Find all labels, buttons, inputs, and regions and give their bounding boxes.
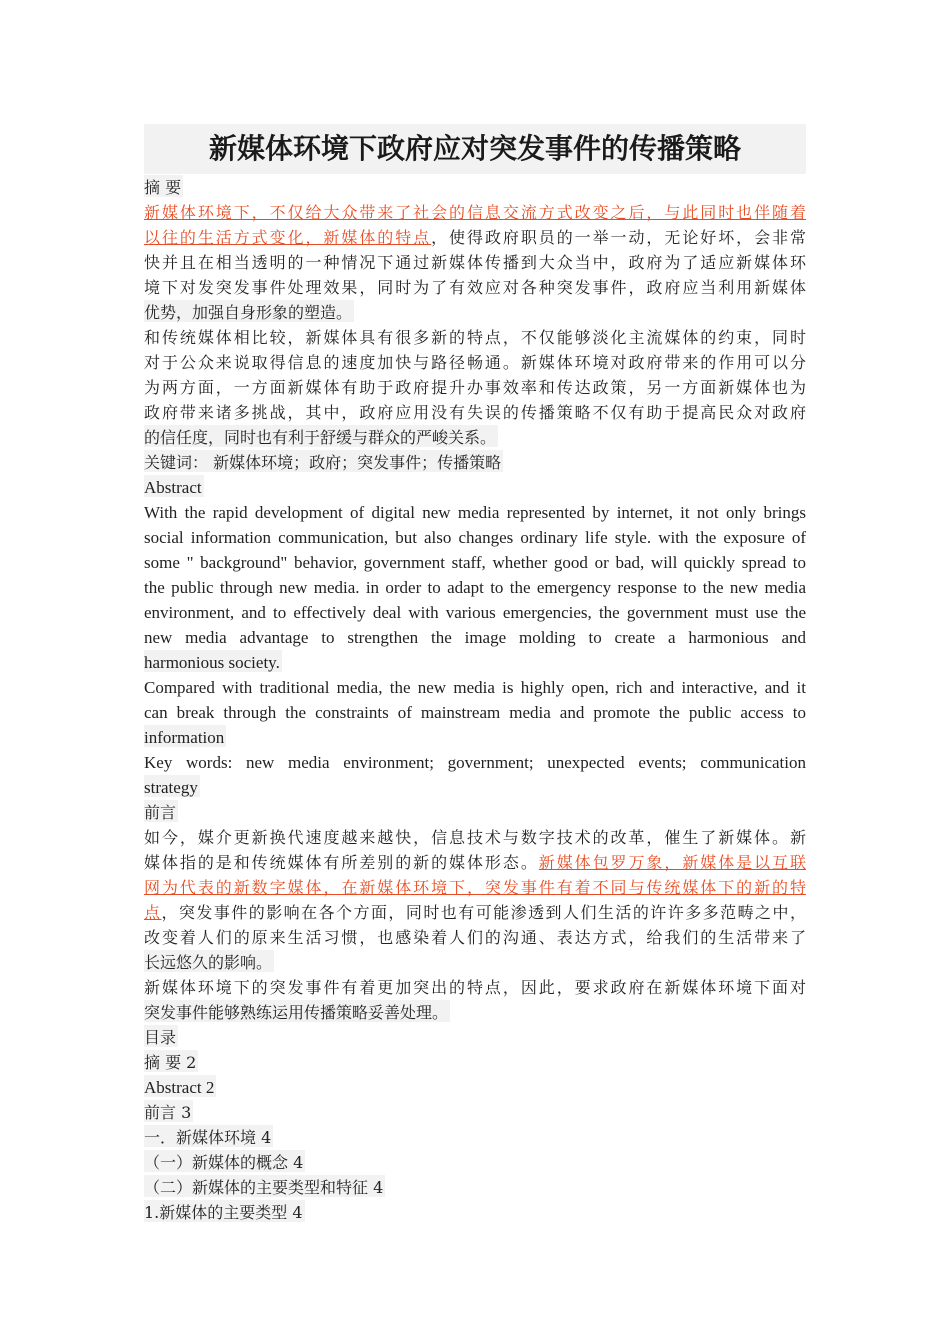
toc-entry[interactable]: Abstract 2 <box>144 1075 806 1100</box>
abstract-cn-p1-line: 境下对发突发事件处理效果，同时为了有效应对各种突发事件，政府应当利用新媒体 <box>144 278 806 297</box>
abstract-cn-p2-line: 的信任度，同时也有利于舒缓与群众的严峻关系。 <box>144 425 806 450</box>
preface-p1-line <box>144 875 806 900</box>
abstract-en-heading: Abstract <box>144 475 806 500</box>
abstract-en-p2-line: Compared with traditional media, the new media is highly open, rich and interactive, and it <box>144 678 806 697</box>
abstract-en-p1-line: social information communication, but also changes ordinary life style. with the exposure of <box>144 528 806 547</box>
abstract-en-p1-line: With the rapid development of digital new media represented by internet, it not only brings <box>144 503 806 522</box>
abstract-cn-p2-line: 对于公众来说取得信息的速度加快与路径畅通。新媒体环境对政府带来的作用可以分 <box>144 353 806 372</box>
abstract-en-p1-line: the public through new media. in order to adapt to the emergency response to the new media <box>144 578 806 597</box>
preface-p1-line: 点，突发事件的影响在各个方面，同时也有可能渗透到人们生活的许许多多范畴之中， <box>144 903 806 922</box>
toc-entry[interactable]: （二）新媒体的主要类型和特征 4 <box>144 1175 806 1200</box>
document-title: 新媒体环境下政府应对突发事件的传播策略 <box>144 124 806 174</box>
abstract-cn-p1-line: 以往的生活方式变化，新媒体的特点，使得政府职员的一举一动，无论好坏，会非常 <box>144 228 806 247</box>
abstract-cn-p1-line <box>144 200 806 225</box>
abstract-heading: 摘 要 <box>144 175 806 200</box>
abstract-en-p2-line: can break through the constraints of mainstream media and promote the public access to <box>144 703 806 722</box>
abstract-cn-p2-line: 为两方面，一方面新媒体有助于政府提升办事效率和传达政策，另一方面新媒体也为 <box>144 378 806 397</box>
toc-entry[interactable]: 摘 要 2 <box>144 1050 806 1075</box>
red-underlined-text: 网为代表的新数字媒体，在新媒体环境下，突发事件有着不同与传统媒体下的新的特 <box>144 878 806 897</box>
preface-p1-line: 媒体指的是和传统媒体有所差别的新的媒体形态。新媒体包罗万象，新媒体是以互联 <box>144 853 806 872</box>
abstract-en-p1-line: environment, and to effectively deal with various emergencies, the government must use the <box>144 603 806 622</box>
red-underlined-text: 以往的生活方式变化，新媒体的特点 <box>144 228 432 247</box>
preface-p2-line: 新媒体环境下的突发事件有着更加突出的特点，因此，要求政府在新媒体环境下面对 <box>144 978 806 997</box>
abstract-en-p1-line: harmonious society. <box>144 650 806 675</box>
keywords-cn: 关键词： 新媒体环境；政府；突发事件；传播策略 <box>144 450 806 475</box>
toc-entry[interactable]: 一．新媒体环境 4 <box>144 1125 806 1150</box>
preface-p1-line: 如今，媒介更新换代速度越来越快，信息技术与数字技术的改革，催生了新媒体。新 <box>144 828 806 847</box>
toc-heading: 目录 <box>144 1025 806 1050</box>
preface-p1-line: 长远悠久的影响。 <box>144 950 806 975</box>
keywords-en-line: Key words: new media environment; government; unexpected events; communication <box>144 753 806 772</box>
abstract-en-p1-line: new media advantage to strengthen the image molding to create a harmonious and <box>144 628 806 647</box>
preface-p1-line: 改变着人们的原来生活习惯，也感染着人们的沟通、表达方式，给我们的生活带来了 <box>144 928 806 947</box>
toc-entry[interactable]: 1.新媒体的主要类型 4 <box>144 1200 806 1225</box>
abstract-cn-p2-line: 政府带来诸多挑战，其中，政府应用没有失误的传播策略不仅有助于提高民众对政府 <box>144 403 806 422</box>
abstract-cn-p1-line: 快并且在相当透明的一种情况下通过新媒体传播到大众当中，政府为了适应新媒体环 <box>144 253 806 272</box>
red-underlined-text: 点 <box>144 903 162 922</box>
abstract-en-p1-line: some " background" behavior, government staff, whether good or bad, will quickly spread to <box>144 553 806 572</box>
toc-entry[interactable]: （一）新媒体的概念 4 <box>144 1150 806 1175</box>
red-underlined-text: 新媒体环境下，不仅给大众带来了社会的信息交流方式改变之后，与此同时也伴随着 <box>144 203 806 222</box>
abstract-en-p2-line: information <box>144 725 806 750</box>
red-underlined-text: 新媒体包罗万象，新媒体是以互联 <box>538 853 806 872</box>
keywords-en-line: strategy <box>144 775 806 800</box>
abstract-cn-p1-line: 优势，加强自身形象的塑造。 <box>144 300 806 325</box>
toc-entry[interactable]: 前言 3 <box>144 1100 806 1125</box>
preface-heading: 前言 <box>144 800 806 825</box>
document-page <box>144 124 806 1225</box>
preface-p2-line: 突发事件能够熟练运用传播策略妥善处理。 <box>144 1000 806 1025</box>
abstract-cn-p2-line: 和传统媒体相比较，新媒体具有很多新的特点，不仅能够淡化主流媒体的约束，同时 <box>144 328 806 347</box>
